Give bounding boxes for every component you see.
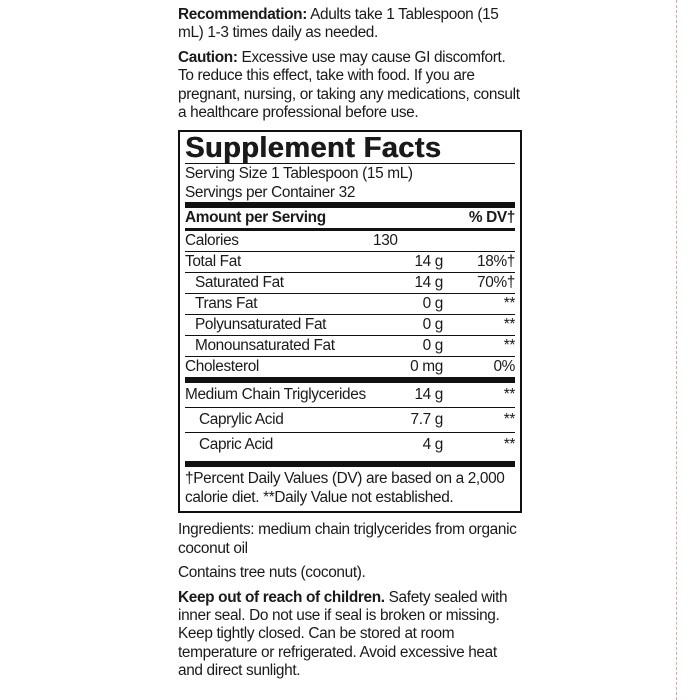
nutrient-dv: ** <box>503 337 515 355</box>
supplement-facts-title: Supplement Facts <box>185 132 442 165</box>
nutrient-amount: 4 g <box>422 436 443 454</box>
nutrient-amount: 7.7 g <box>410 411 443 429</box>
facts-header-row <box>185 202 515 228</box>
warning-text <box>178 589 520 681</box>
nutrient-dv: ** <box>503 411 515 429</box>
caution-body: Excessive use may cause GI discomfort. To reduce this effect, take with food. If you are pregnant, nursing, or taking any medications, consult a healthcare professional before use. <box>178 48 520 122</box>
nutrient-amount: 14 g <box>414 386 443 404</box>
nutrient-name: Calories <box>185 232 239 250</box>
nutrient-name: Saturated Fat <box>195 274 284 292</box>
warning-label: Keep out of reach of children. <box>178 588 385 606</box>
nutrient-dv: ** <box>503 386 515 404</box>
table-row <box>185 356 515 377</box>
nutrient-name: Cholesterol <box>185 358 259 376</box>
ingredients-text: Ingredients: medium chain triglycerides from organic coconut oil <box>178 521 517 557</box>
table-row <box>185 314 515 335</box>
table-row <box>185 407 515 432</box>
supplement-facts-panel <box>178 130 522 513</box>
table-row <box>185 377 515 407</box>
nutrient-amount: 0 g <box>422 295 443 313</box>
nutrient-amount: 0 g <box>422 316 443 334</box>
nutrient-name: Capric Acid <box>199 436 273 454</box>
daily-value-footnote: †Percent Daily Values (DV) are based on a 2,000 calorie diet. **Daily Value not established. <box>185 461 515 507</box>
warning-body: Safety sealed with inner seal. Do not use if seal is broken or missing. Keep tightly closed. Can be stored at room temperature or refrigerated. Avoid excessive heat and direct sunlight. <box>178 588 508 680</box>
table-row <box>185 432 515 457</box>
table-row <box>185 272 515 293</box>
caution-text <box>178 49 520 123</box>
nutrient-amount: 130 <box>373 232 398 250</box>
header-amount: Amount per Serving <box>185 209 326 227</box>
table-row <box>185 251 515 272</box>
allergen-text: Contains tree nuts (coconut). <box>178 564 366 582</box>
nutrient-amount: 0 mg <box>410 358 443 376</box>
nutrient-dv: 18%† <box>477 253 515 271</box>
recommendation-text <box>178 6 520 43</box>
nutrient-name: Total Fat <box>185 253 241 271</box>
nutrient-name: Monounsaturated Fat <box>195 337 335 355</box>
nutrient-dv: ** <box>503 436 515 454</box>
recommendation-label: Recommendation: <box>178 6 308 23</box>
nutrient-amount: 14 g <box>414 274 443 292</box>
nutrient-name: Medium Chain Triglycerides <box>185 386 366 404</box>
serving-size: Serving Size 1 Tablespoon (15 mL) <box>185 163 515 183</box>
table-row <box>185 335 515 356</box>
cut-line <box>676 0 677 700</box>
caution-label: Caution: <box>178 48 238 66</box>
header-dv: % DV† <box>468 209 515 227</box>
nutrient-dv: 0% <box>493 358 515 376</box>
nutrient-name: Trans Fat <box>195 295 258 313</box>
nutrient-dv: 70%† <box>477 274 515 292</box>
nutrient-name: Caprylic Acid <box>199 411 284 429</box>
nutrient-name: Polyunsaturated Fat <box>195 316 327 334</box>
servings-per-container: Servings per Container 32 <box>185 184 356 202</box>
table-row <box>185 293 515 314</box>
nutrient-amount: 0 g <box>422 337 443 355</box>
nutrient-dv <box>443 231 515 251</box>
table-row <box>185 228 515 251</box>
nutrient-dv: ** <box>503 295 515 313</box>
nutrient-amount: 14 g <box>414 253 443 271</box>
label-panel <box>178 6 520 681</box>
recommendation-body: Adults take 1 Tablespoon (15 mL) 1-3 times daily as needed. <box>178 6 499 42</box>
nutrient-dv: ** <box>503 316 515 334</box>
